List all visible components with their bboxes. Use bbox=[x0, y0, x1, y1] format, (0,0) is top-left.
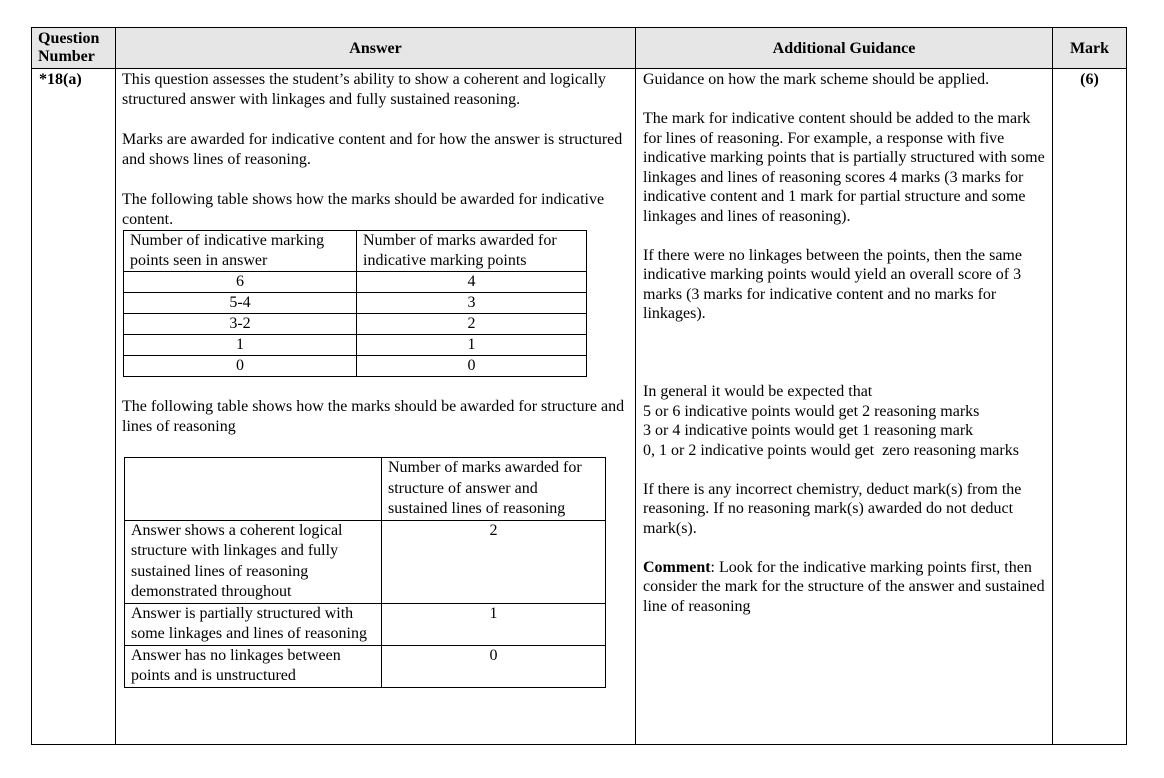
table-row bbox=[125, 645, 606, 687]
guidance-paragraph: The mark for indicative content should be added to the mark for lines of reasoning. For example, a response with five indicative marking points that is partially structured with some linkages and lines of reasoning scores 4 marks (3 marks for indicative content and 1 mark for partial structure and some linkages and lines of reasoning). bbox=[643, 110, 1045, 225]
table-cell: 3 bbox=[357, 293, 587, 314]
guidance-paragraph: Guidance on how the mark scheme should be applied. bbox=[643, 71, 990, 88]
header-answer: Answer bbox=[116, 28, 636, 69]
marks-awarded-text: Marks are awarded for indicative content and for how the answer is structured and shows lines of reasoning. bbox=[122, 131, 623, 168]
guidance-cell bbox=[636, 69, 1053, 745]
table-header-row bbox=[124, 231, 587, 272]
guidance-paragraph: If there were no linkages between the points, then the same indicative marking points would yield an overall score of 3 marks (3 marks for indicative content and no marks for linkages). bbox=[643, 246, 1022, 322]
answer-cell bbox=[116, 69, 636, 745]
comment-label: Comment bbox=[643, 558, 711, 576]
table-cell: 1 bbox=[124, 335, 357, 356]
table-cell: 1 bbox=[382, 603, 606, 645]
table-row bbox=[125, 520, 606, 603]
table-cell: 0 bbox=[357, 356, 587, 377]
structure-table-intro: The following table shows how the marks should be awarded for structure and lines of reasoning bbox=[122, 398, 625, 435]
header-row bbox=[32, 28, 1127, 69]
table-cell: 2 bbox=[382, 520, 606, 603]
table-cell: 2 bbox=[357, 314, 587, 335]
table-row bbox=[124, 314, 587, 335]
expected-intro: In general it would be expected that bbox=[643, 383, 873, 400]
table-cell: Answer shows a coherent logical structure with linkages and fully sustained lines of reasoning demonstrated throughout bbox=[125, 520, 382, 603]
table-header: Number of marks awarded for indicative marking points bbox=[357, 231, 587, 272]
question-number: *18(a) bbox=[32, 69, 116, 745]
comment-paragraph bbox=[643, 558, 1045, 617]
question-row bbox=[32, 69, 1127, 745]
table-cell: 0 bbox=[124, 356, 357, 377]
table-header: Number of marks awarded for structure of answer and sustained lines of reasoning bbox=[382, 458, 606, 521]
header-additional-guidance: Additional Guidance bbox=[636, 28, 1053, 69]
table-row bbox=[124, 356, 587, 377]
table-cell: 1 bbox=[357, 335, 587, 356]
table-row bbox=[124, 335, 587, 356]
table-cell: 4 bbox=[357, 272, 587, 293]
table-cell: Answer has no linkages between points and is unstructured bbox=[125, 645, 382, 687]
table-cell: 0 bbox=[382, 645, 606, 687]
table-header bbox=[125, 458, 382, 521]
indicative-table-intro: The following table shows how the marks should be awarded for indicative content. bbox=[122, 191, 605, 228]
answer-intro: This question assesses the student’s ability to show a coherent and logically structured answer with linkages and fully sustained reasoning. bbox=[122, 71, 606, 108]
mark-scheme-table bbox=[31, 27, 1127, 745]
expected-line: 3 or 4 indicative points would get 1 reasoning mark bbox=[643, 422, 974, 439]
header-mark: Mark bbox=[1053, 28, 1127, 69]
table-cell: 6 bbox=[124, 272, 357, 293]
table-cell: 3-2 bbox=[124, 314, 357, 335]
comment-text: : Look for the indicative marking points first, then consider the mark for the structure of the answer and sustained line of reasoning bbox=[643, 558, 1045, 615]
indicative-content-table bbox=[123, 230, 587, 377]
header-question-number: Question Number bbox=[32, 28, 116, 69]
table-cell: Answer is partially structured with some linkages and lines of reasoning bbox=[125, 603, 382, 645]
table-cell: 5-4 bbox=[124, 293, 357, 314]
structure-reasoning-table bbox=[124, 457, 606, 688]
guidance-paragraph: If there is any incorrect chemistry, deduct mark(s) from the reasoning. If no reasoning mark(s) awarded do not deduct mark(s). bbox=[643, 480, 1022, 537]
table-header-row bbox=[125, 458, 606, 521]
expected-line: 5 or 6 indicative points would get 2 reasoning marks bbox=[643, 402, 980, 420]
expected-line: 0, 1 or 2 indicative points would get zero reasoning marks bbox=[643, 441, 1019, 459]
table-row bbox=[124, 293, 587, 314]
table-row bbox=[125, 603, 606, 645]
table-header: Number of indicative marking points seen in answer bbox=[124, 231, 357, 272]
mark-value: (6) bbox=[1053, 69, 1127, 745]
table-row bbox=[124, 272, 587, 293]
